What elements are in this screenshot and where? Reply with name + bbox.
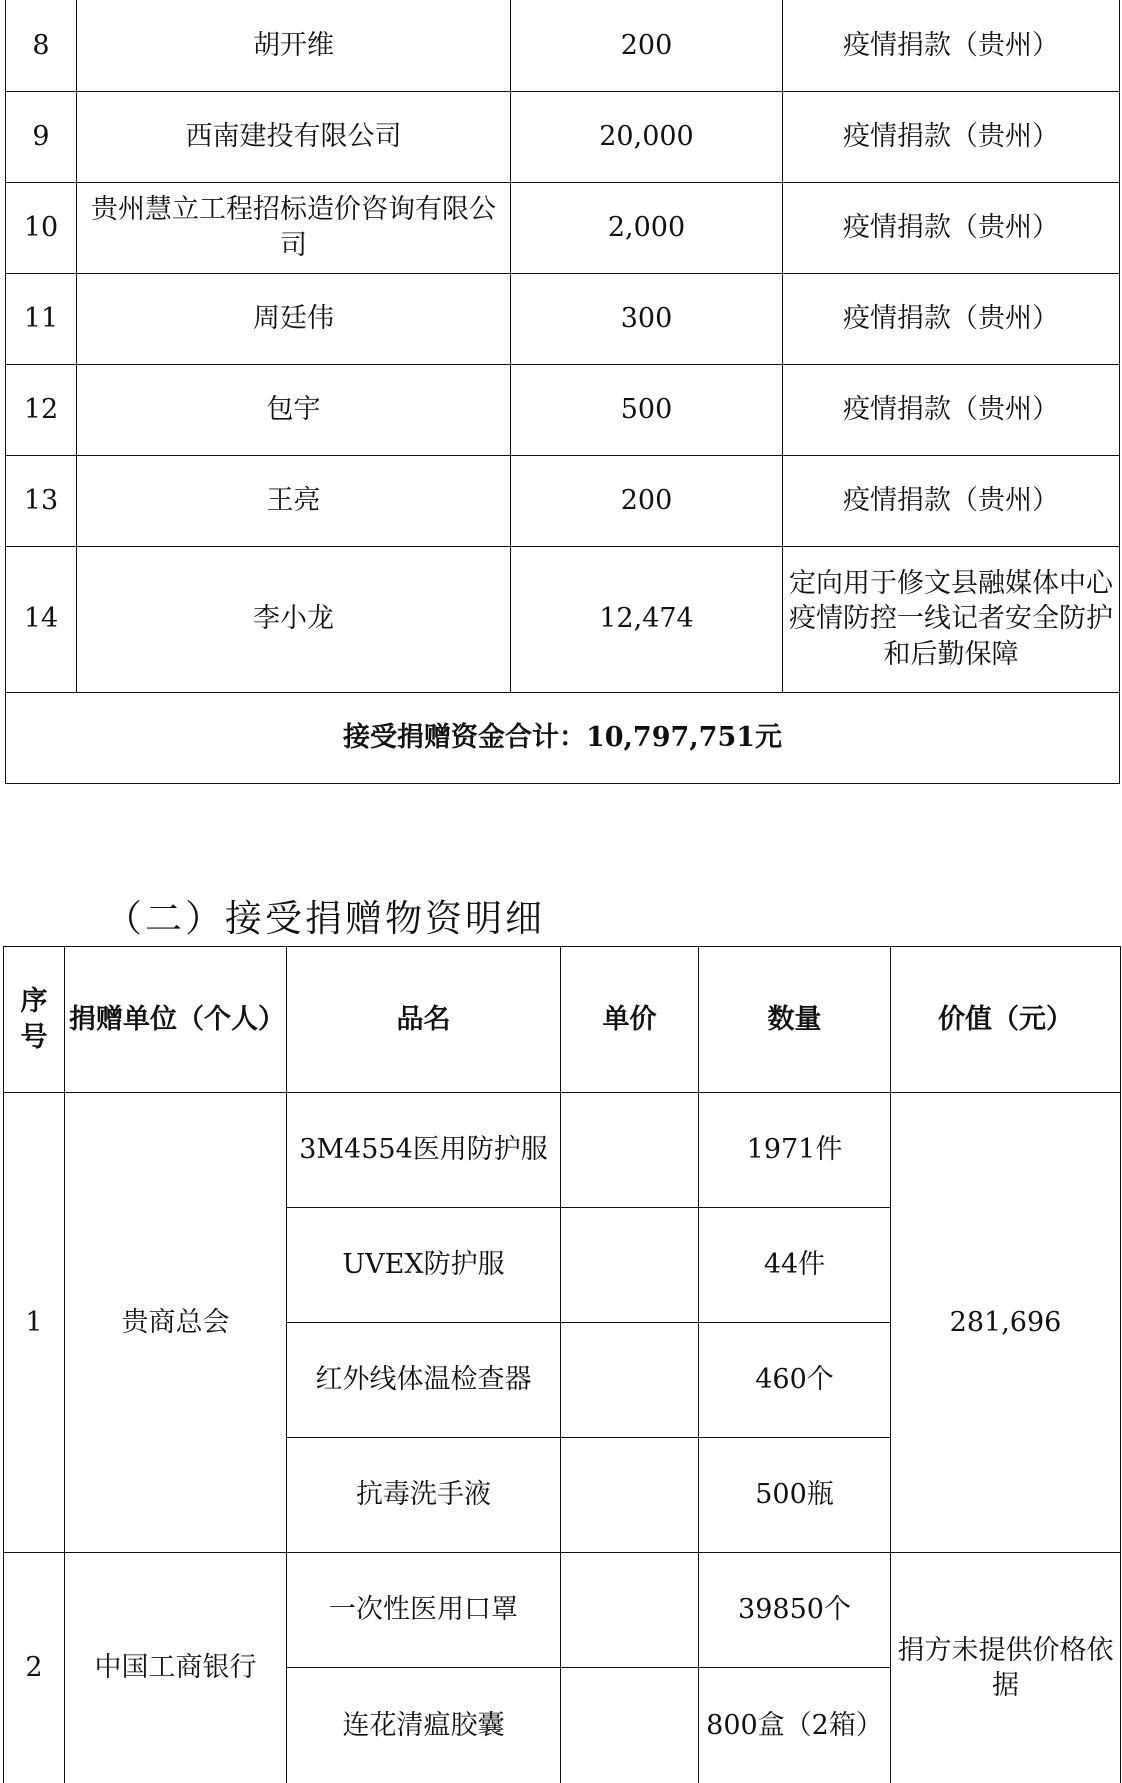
donor-name: 胡开维 (77, 0, 511, 91)
table-row (6, 273, 1120, 364)
table-row (6, 182, 1120, 273)
total-row (6, 692, 1120, 783)
donation-purpose: 疫情捐款（贵州） (783, 455, 1120, 546)
row-number: 13 (6, 455, 77, 546)
item-name: 红外线体温检查器 (287, 1323, 561, 1438)
table-row (4, 1093, 1121, 1208)
group-number: 1 (4, 1093, 65, 1553)
item-quantity: 39850个 (699, 1553, 891, 1668)
header-donor: 捐赠单位（个人） (65, 947, 287, 1093)
donation-purpose: 疫情捐款（贵州） (783, 182, 1120, 273)
goods-donation-table (3, 946, 1121, 1783)
donation-purpose: 疫情捐款（贵州） (783, 364, 1120, 455)
item-name: 连花清瘟胶囊 (287, 1668, 561, 1783)
item-name: 一次性医用口罩 (287, 1553, 561, 1668)
row-number: 9 (6, 91, 77, 182)
donor-name: 贵州慧立工程招标造价咨询有限公司 (77, 182, 511, 273)
cash-donation-table (5, 0, 1120, 784)
item-quantity: 800盒（2箱） (699, 1668, 891, 1783)
item-unit-price (561, 1668, 699, 1783)
item-unit-price (561, 1438, 699, 1553)
donation-purpose: 疫情捐款（贵州） (783, 91, 1120, 182)
donor-name: 西南建投有限公司 (77, 91, 511, 182)
header-row (4, 947, 1121, 1093)
group-value: 281,696 (891, 1093, 1121, 1553)
donor-name: 周廷伟 (77, 273, 511, 364)
header-quantity: 数量 (699, 947, 891, 1093)
header-item: 品名 (287, 947, 561, 1093)
item-unit-price (561, 1208, 699, 1323)
donor-name: 包宇 (77, 364, 511, 455)
donation-amount: 500 (511, 364, 783, 455)
item-quantity: 44件 (699, 1208, 891, 1323)
row-number: 8 (6, 0, 77, 91)
table-row (6, 0, 1120, 91)
row-number: 12 (6, 364, 77, 455)
item-quantity: 1971件 (699, 1093, 891, 1208)
item-quantity: 500瓶 (699, 1438, 891, 1553)
donor-name: 李小龙 (77, 546, 511, 692)
row-number: 11 (6, 273, 77, 364)
donation-amount: 20,000 (511, 91, 783, 182)
donation-purpose: 定向用于修文县融媒体中心疫情防控一线记者安全防护和后勤保障 (783, 546, 1120, 692)
header-value: 价值（元） (891, 947, 1121, 1093)
group-value: 捐方未提供价格依据 (891, 1553, 1121, 1783)
group-donor: 贵商总会 (65, 1093, 287, 1553)
cash-total: 接受捐赠资金合计：10,797,751元 (6, 692, 1120, 783)
donation-purpose: 疫情捐款（贵州） (783, 0, 1120, 91)
table-row (6, 91, 1120, 182)
table-row (6, 455, 1120, 546)
group-number: 2 (4, 1553, 65, 1783)
donation-amount: 300 (511, 273, 783, 364)
donation-amount: 12,474 (511, 546, 783, 692)
section-title: （二）接受捐赠物资明细 (105, 897, 545, 940)
row-number: 10 (6, 182, 77, 273)
donation-amount: 2,000 (511, 182, 783, 273)
item-name: UVEX防护服 (287, 1208, 561, 1323)
item-unit-price (561, 1093, 699, 1208)
table-row (6, 364, 1120, 455)
donation-amount: 200 (511, 455, 783, 546)
header-unit-price: 单价 (561, 947, 699, 1093)
table-row (4, 1553, 1121, 1668)
table-row (6, 546, 1120, 692)
group-donor: 中国工商银行 (65, 1553, 287, 1783)
item-unit-price (561, 1323, 699, 1438)
item-quantity: 460个 (699, 1323, 891, 1438)
donation-amount: 200 (511, 0, 783, 91)
donor-name: 王亮 (77, 455, 511, 546)
header-no: 序号 (4, 947, 65, 1093)
item-name: 抗毒洗手液 (287, 1438, 561, 1553)
item-unit-price (561, 1553, 699, 1668)
donation-purpose: 疫情捐款（贵州） (783, 273, 1120, 364)
row-number: 14 (6, 546, 77, 692)
item-name: 3M4554医用防护服 (287, 1093, 561, 1208)
